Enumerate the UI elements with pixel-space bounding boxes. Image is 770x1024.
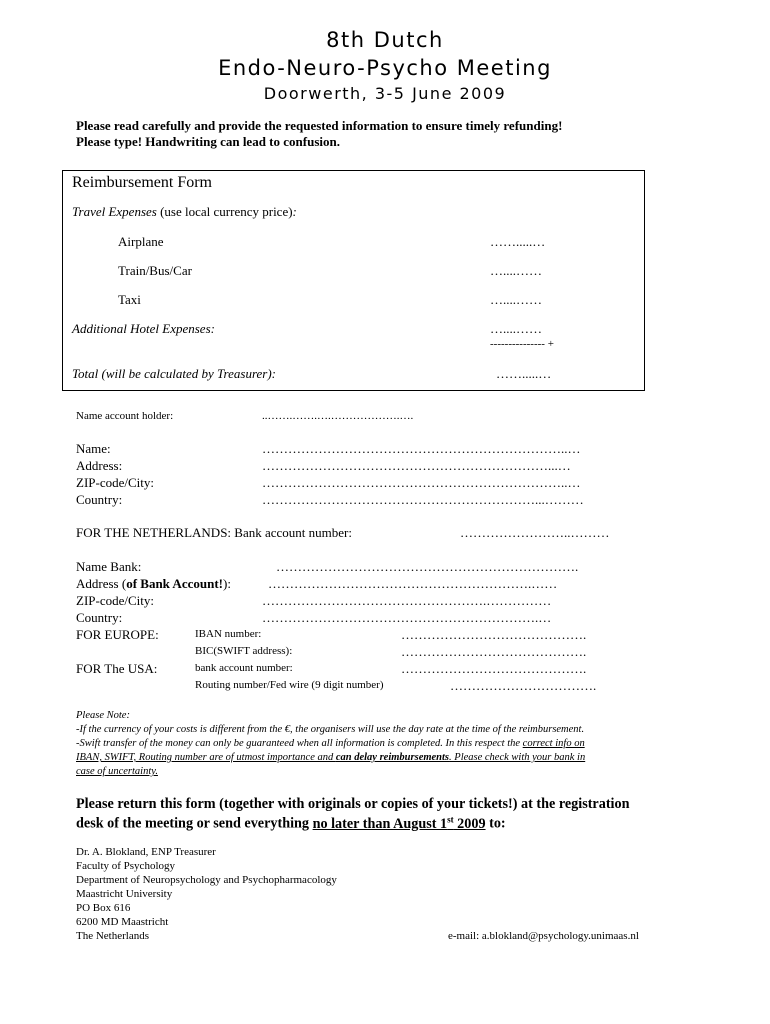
note-line-3-part-1: IBAN, SWIFT, Routing number are of utmost importance and bbox=[76, 752, 336, 763]
meeting-location-date: Doorwerth, 3-5 June 2009 bbox=[263, 84, 507, 103]
note-line-1: -If the currency of your costs is different from the €, the organisers will use the day rate at the time of the reimbursement. bbox=[76, 724, 585, 735]
return-line-2 bbox=[76, 814, 506, 833]
zip-city-label: ZIP-code/City: bbox=[76, 475, 154, 490]
account-holder-field[interactable]: ..…….…….….……………….…. bbox=[262, 410, 414, 422]
address-line-1: Dr. A. Blokland, ENP Treasurer bbox=[76, 846, 216, 858]
routing-label: Routing number/Fed wire (9 digit number) bbox=[195, 679, 384, 691]
return-deadline-date: no later than August 1 bbox=[312, 815, 448, 832]
meeting-name: Endo-Neuro-Psycho Meeting bbox=[218, 56, 552, 80]
note-line-2-underlined: correct info on bbox=[522, 738, 585, 749]
taxi-amount-field[interactable]: …....…… bbox=[490, 292, 542, 307]
total-label: Total (will be calculated by Treasurer): bbox=[72, 366, 277, 381]
return-line-2-text: desk of the meeting or send everything bbox=[76, 815, 313, 832]
train-amount-field[interactable]: …....…… bbox=[490, 263, 542, 278]
total-amount-field: …….....… bbox=[496, 366, 552, 381]
europe-label: FOR EUROPE: bbox=[76, 627, 159, 642]
page-title: 8th Dutch bbox=[326, 28, 444, 52]
bank-country-label: Country: bbox=[76, 610, 123, 625]
instruction-line-1: Please read carefully and provide the requested information to ensure timely refunding! bbox=[76, 118, 563, 133]
return-deadline-suffix: st bbox=[447, 814, 454, 824]
travel-expenses-colon: : bbox=[292, 204, 297, 219]
note-heading: Please Note: bbox=[76, 710, 130, 721]
note-line-3-part-2: . Please check with your bank in bbox=[449, 752, 586, 763]
note-line-3-bold: can delay reimbursements bbox=[335, 752, 450, 763]
hotel-expenses-label: Additional Hotel Expenses: bbox=[72, 321, 215, 336]
train-bus-car-label: Train/Bus/Car bbox=[118, 263, 192, 278]
address-line-7: The Netherlands bbox=[76, 930, 149, 942]
travel-expenses-heading: Travel Expenses bbox=[72, 204, 157, 219]
instruction-line-2: Please type! Handwriting can lead to confusion. bbox=[76, 134, 340, 149]
bic-field[interactable]: ……………………………………. bbox=[401, 644, 587, 659]
sum-line: --------------- + bbox=[490, 338, 554, 350]
return-line-2-end: to: bbox=[485, 815, 506, 832]
airplane-label: Airplane bbox=[118, 234, 164, 249]
iban-field[interactable]: ……………………………………. bbox=[401, 627, 587, 642]
note-line-4 bbox=[76, 766, 158, 777]
bank-country-field[interactable]: ……………………………………………………….… bbox=[262, 610, 552, 625]
taxi-label: Taxi bbox=[118, 292, 141, 307]
address-line-5: PO Box 616 bbox=[76, 902, 131, 914]
return-deadline-year: 2009 bbox=[453, 815, 486, 832]
address-field[interactable]: …………………………………………………………...… bbox=[262, 458, 571, 473]
iban-label: IBAN number: bbox=[195, 628, 262, 640]
form-title: Reimbursement Form bbox=[72, 174, 212, 191]
routing-field[interactable]: ……………………………. bbox=[450, 678, 597, 693]
bic-label: BIC(SWIFT address): bbox=[195, 645, 293, 657]
note-line-2 bbox=[76, 738, 585, 749]
travel-expenses-label bbox=[72, 204, 297, 220]
usa-bank-account-field[interactable]: ……………………………………. bbox=[401, 661, 587, 676]
usa-label: FOR The USA: bbox=[76, 661, 158, 676]
bank-address-label bbox=[76, 576, 231, 592]
netherlands-account-label: FOR THE NETHERLANDS: Bank account number: bbox=[76, 525, 352, 540]
return-deadline bbox=[313, 816, 486, 832]
bank-name-field[interactable]: ……………………………………………………………. bbox=[276, 559, 579, 574]
note-line-2-text: -Swift transfer of the money can only be guaranteed when all information is completed. In this respect the bbox=[76, 738, 523, 749]
address-line-6: 6200 MD Maastricht bbox=[76, 916, 169, 928]
bank-address-suffix: ): bbox=[222, 576, 231, 591]
address-line-3: Department of Neuropsychology and Psychopharmacology bbox=[76, 874, 337, 886]
zip-city-field[interactable]: ……………………………………………………………..… bbox=[262, 475, 581, 490]
bank-zip-label: ZIP-code/City: bbox=[76, 593, 154, 608]
bank-name-label: Name Bank: bbox=[76, 559, 142, 574]
bank-zip-field[interactable]: …………………………………………….…………… bbox=[262, 593, 552, 608]
address-line-4: Maastricht University bbox=[76, 888, 173, 900]
note-line-3 bbox=[76, 752, 585, 763]
note-line-4-underlined: case of uncertainty. bbox=[76, 766, 158, 777]
bank-address-emphasis: of Bank Account! bbox=[126, 576, 223, 591]
hotel-amount-field[interactable]: …....…… bbox=[490, 321, 542, 336]
name-label: Name: bbox=[76, 441, 111, 456]
contact-email[interactable]: e-mail: a.blokland@psychology.unimaas.nl bbox=[448, 930, 639, 942]
name-field[interactable]: ……………………………………………………………..… bbox=[262, 441, 581, 456]
address-label: Address: bbox=[76, 458, 123, 473]
travel-expenses-note: (use local currency price) bbox=[156, 204, 293, 219]
airplane-amount-field[interactable]: …….....… bbox=[490, 234, 546, 249]
bank-address-field[interactable]: …………………………………………………….…… bbox=[268, 576, 558, 591]
address-line-2: Faculty of Psychology bbox=[76, 860, 175, 872]
country-field[interactable]: ………………………………………………………...……… bbox=[262, 492, 584, 507]
bank-address-prefix: Address ( bbox=[76, 576, 127, 591]
netherlands-account-field[interactable]: ……………………..……… bbox=[460, 525, 610, 540]
usa-bank-account-label: bank account number: bbox=[195, 662, 293, 674]
account-holder-label: Name account holder: bbox=[76, 410, 174, 422]
return-line-1: Please return this form (together with originals or copies of your tickets!) at the registration bbox=[76, 796, 630, 812]
country-label: Country: bbox=[76, 492, 123, 507]
